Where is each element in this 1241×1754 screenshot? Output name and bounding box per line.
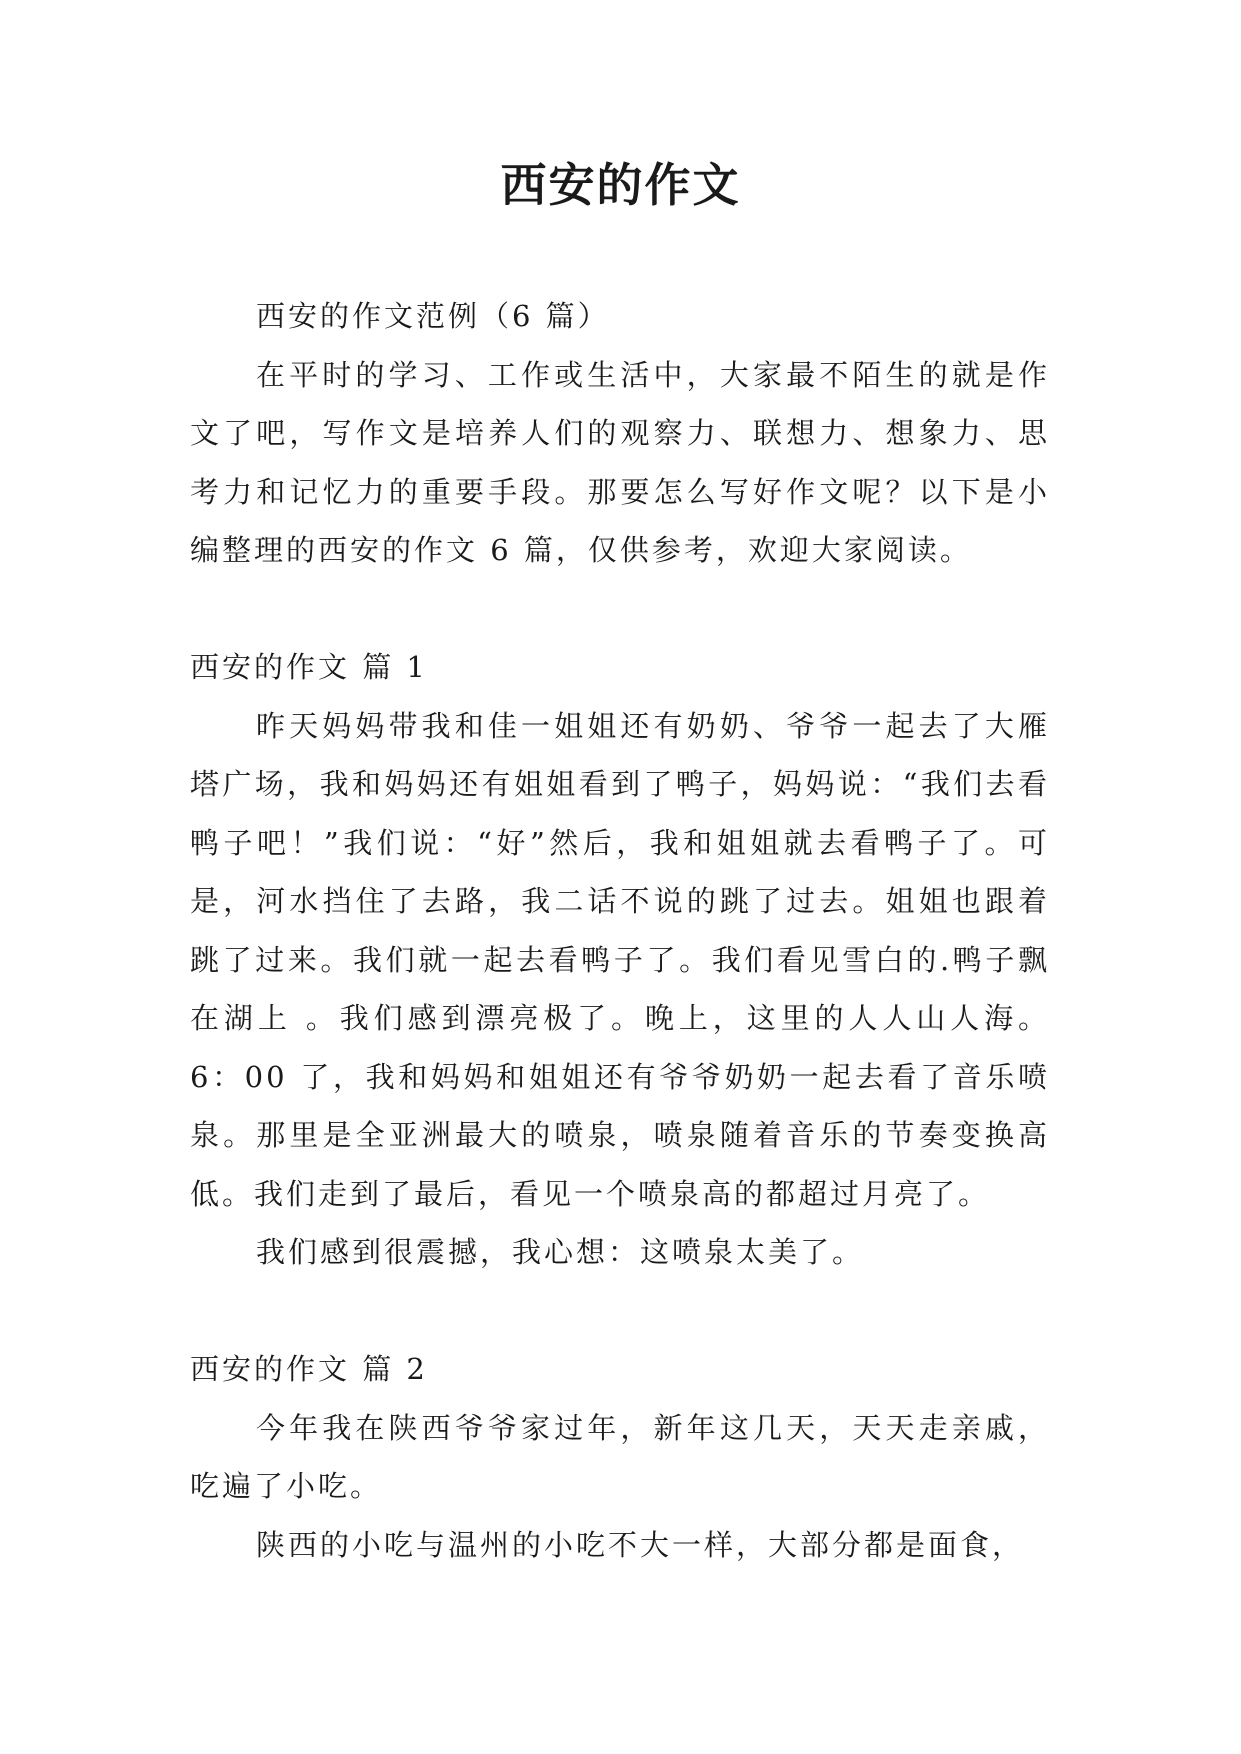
essay-2-paragraph-1: 今年我在陕西爷爷家过年，新年这几天，天天走亲戚，吃遍了小吃。 (190, 1410, 1050, 1503)
intro-paragraph: 在平时的学习、工作或生活中，大家最不陌生的就是作文了吧，写作文是培养人们的观察力、联想力、想象力、思考力和记忆力的重要手段。那要怎么写好作文呢？以下是小编整理的西安的作文 6 篇，仅供参考，欢迎大家阅读。 (190, 357, 1050, 567)
document-title: 西安的作文 (500, 158, 741, 212)
essay-1-paragraph-1: 昨天妈妈带我和佳一姐姐还有奶奶、爷爷一起去了大雁塔广场，我和妈妈还有姐姐看到了鸭子，妈妈说：“我们去看鸭子吧！”我们说：“好”然后，我和姐姐就去看鸭子了。可是，河水挡住了去路，我二话不说的跳了过去。姐姐也跟着跳了过来。我们就一起去看鸭子了。我们看见雪白的.鸭子飘在湖上 。我们感到漂亮极了。晚上，这里的人人山人海。6：00 了，我和妈妈和姐姐还有爷爷奶奶一起去看了音乐喷泉。那里是全亚洲最大的喷泉，喷泉随着音乐的节奏变换高低。我们走到了最后，看见一个喷泉高的都超过月亮了。 (190, 708, 1050, 1211)
section-spacer (190, 1282, 1050, 1341)
section-spacer (190, 580, 1050, 639)
essay-1-paragraph-2: 我们感到很震撼，我心想：这喷泉太美了。 (256, 1235, 865, 1269)
essay-2-heading: 西安的作文 篇 2 (190, 1352, 428, 1386)
essay-2-paragraph-2: 陕西的小吃与温州的小吃不大一样，大部分都是面食， (256, 1527, 1025, 1562)
document-body (190, 287, 1050, 1574)
essay-1-heading: 西安的作文 篇 1 (190, 650, 428, 684)
intro-subtitle: 西安的作文范例（6 篇） (256, 299, 610, 333)
